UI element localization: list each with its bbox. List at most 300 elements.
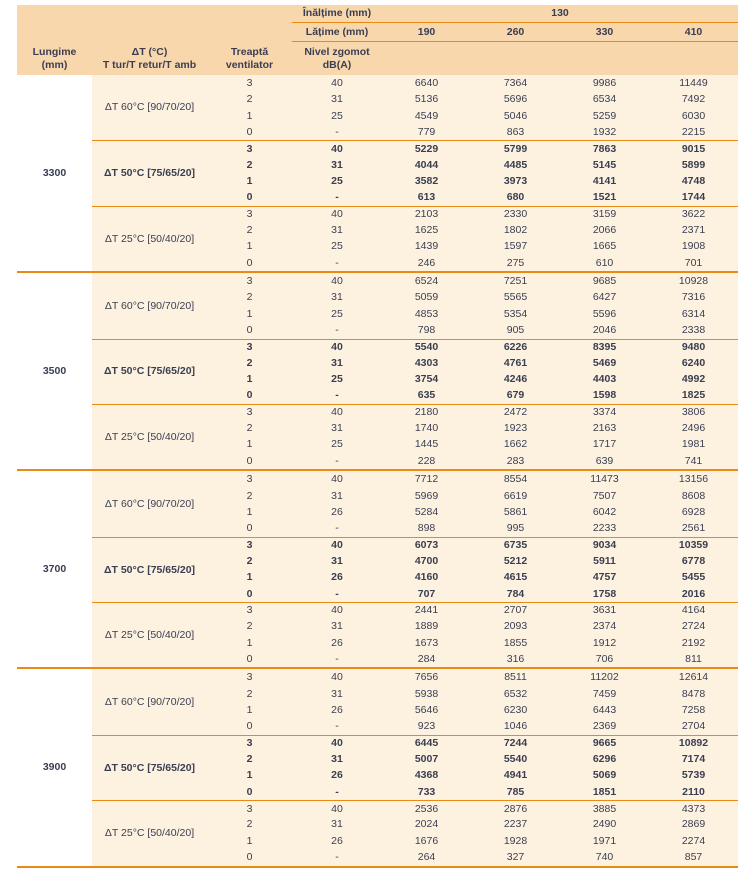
heat-output-cell: 9015 [649, 140, 738, 156]
noise-level-cell: 40 [292, 140, 382, 156]
noise-level-cell: 40 [292, 602, 382, 618]
fan-step-cell: 0 [246, 785, 253, 798]
heat-output-cell: 5696 [503, 93, 528, 106]
delta-t-label-cell: ΔT 25°C [50/40/20] [92, 206, 207, 271]
heat-output-cell: 264 [417, 851, 436, 864]
delta-t-label-cell: ΔT 50°C [75/65/20] [92, 537, 207, 602]
length-group [17, 75, 738, 271]
noise-level-cell: 40 [331, 76, 343, 89]
length-value-cell: 3500 [17, 273, 92, 469]
fan-step-cell: 3 [207, 602, 292, 618]
length-value-cell: 3900 [17, 669, 92, 865]
heat-output-cell: 1598 [592, 389, 617, 402]
fan-step-cell: 2 [246, 818, 253, 831]
width-value-410: 410 [649, 23, 738, 42]
heat-output-cell: 3631 [560, 602, 649, 618]
heat-output-cell: 4246 [503, 373, 528, 386]
heat-output-cell: 5145 [592, 158, 617, 171]
heat-output-cell: 1923 [503, 422, 528, 435]
noise-level-cell: 25 [331, 373, 343, 386]
fan-step-cell: 0 [246, 522, 253, 535]
heat-output-cell: 1908 [681, 240, 706, 253]
heat-output-cell: 5354 [503, 307, 528, 320]
heat-output-cell: 4757 [592, 571, 617, 584]
heat-output-cell: 6296 [592, 753, 617, 766]
heat-output-cell: 7251 [503, 275, 528, 288]
heat-output-cell: 5469 [592, 356, 617, 369]
fan-step-cell: 1 [246, 109, 253, 122]
fan-step-cell: 1 [246, 769, 253, 782]
heat-output-cell: 2330 [471, 206, 560, 222]
heat-output-cell: 1439 [414, 240, 439, 253]
heat-output-cell: 1971 [592, 834, 617, 847]
heat-output-cell: 779 [417, 125, 436, 138]
heat-output-cell: 5259 [592, 109, 617, 122]
heat-output-cell: 639 [595, 454, 614, 467]
height-value: 130 [382, 5, 738, 23]
fan-step-cell: 1 [246, 505, 253, 518]
heat-output-cell: 4853 [414, 307, 439, 320]
fan-step-column-header [207, 42, 292, 75]
heat-output-cell: 1744 [681, 191, 706, 204]
heat-output-cell: 7244 [471, 735, 560, 751]
noise-header-line1: Nivel zgomot [304, 45, 370, 58]
fan-step-cell: 1 [246, 240, 253, 253]
heat-output-cell: 6226 [471, 339, 560, 355]
fan-step-cell: 3 [207, 339, 292, 355]
noise-level-cell: 31 [331, 422, 343, 435]
fan-step-cell: 1 [246, 174, 253, 187]
fan-step-cell: 2 [246, 687, 253, 700]
heat-output-cell: 5799 [471, 140, 560, 156]
heat-output-cell: 1597 [503, 240, 528, 253]
heat-output-cell: 6314 [681, 307, 706, 320]
heat-output-cell: 327 [506, 851, 525, 864]
heat-output-cell: 5540 [382, 339, 471, 355]
fan-step-cell: 0 [246, 652, 253, 665]
heat-output-cell: 1046 [503, 720, 528, 733]
header-spacer-row1 [17, 5, 292, 23]
heat-output-cell: 707 [417, 587, 436, 600]
heat-output-cell: 995 [506, 522, 525, 535]
noise-level-cell: - [335, 454, 339, 467]
heat-output-cell: 8554 [503, 473, 528, 486]
length-group [17, 469, 738, 667]
heat-output-cell: 6735 [471, 537, 560, 553]
noise-level-cell: 31 [331, 158, 343, 171]
heat-output-cell: 7507 [592, 489, 617, 502]
delta-t-label-cell: ΔT 25°C [50/40/20] [92, 800, 207, 865]
heat-output-cell: 5899 [681, 158, 706, 171]
heat-output-cell: 4700 [414, 554, 439, 567]
heat-output-cell: 3754 [414, 373, 439, 386]
heat-output-cell: 613 [417, 191, 436, 204]
fan-step-cell: 1 [246, 438, 253, 451]
radiator-output-table [17, 5, 738, 868]
heat-output-cell: 1855 [503, 636, 528, 649]
heat-output-cell: 741 [684, 454, 703, 467]
delta-t-label-cell: ΔT 50°C [75/65/20] [92, 735, 207, 800]
fan-step-cell: 0 [246, 191, 253, 204]
noise-level-cell: 31 [331, 687, 343, 700]
heat-output-cell: 5739 [681, 769, 706, 782]
noise-level-cell: - [335, 785, 339, 798]
heat-output-cell: 2472 [471, 404, 560, 420]
noise-level-cell: 40 [292, 537, 382, 553]
fan-step-cell: 2 [246, 224, 253, 237]
fan-step-cell: 2 [246, 158, 253, 171]
fan-step-cell: 0 [246, 851, 253, 864]
heat-output-cell: 3374 [560, 404, 649, 420]
noise-level-cell: 40 [292, 339, 382, 355]
fan-step-cell: 0 [246, 324, 253, 337]
heat-output-cell: 11473 [590, 473, 619, 486]
heat-output-cell: 5565 [503, 291, 528, 304]
heat-output-cell: 2490 [592, 818, 617, 831]
heat-output-cell: 5540 [503, 753, 528, 766]
heat-output-cell: 7459 [592, 687, 617, 700]
heat-output-cell: 5455 [681, 571, 706, 584]
heat-output-cell: 7258 [681, 703, 706, 716]
heat-output-cell: 6230 [503, 703, 528, 716]
heat-output-cell: 5911 [593, 554, 616, 567]
heat-output-cell: 4141 [592, 174, 617, 187]
heat-output-cell: 2163 [592, 422, 617, 435]
noise-level-cell: 31 [331, 818, 343, 831]
noise-level-cell: 40 [331, 473, 343, 486]
heat-output-cell: 4403 [592, 373, 617, 386]
heat-output-cell: 2192 [681, 636, 706, 649]
heat-output-cell: 6030 [681, 109, 706, 122]
fan-step-cell: 0 [246, 256, 253, 269]
noise-level-cell: 25 [331, 109, 343, 122]
heat-output-cell: 1740 [414, 422, 439, 435]
length-group [17, 667, 738, 865]
noise-level-cell: 31 [331, 620, 343, 633]
noise-level-cell: 40 [292, 404, 382, 420]
header-spacer-row3 [382, 42, 738, 75]
heat-output-cell: 5136 [414, 93, 439, 106]
noise-level-cell: - [335, 191, 339, 204]
heat-output-cell: 6073 [382, 537, 471, 553]
noise-level-cell: - [335, 587, 339, 600]
heat-output-cell: 10928 [678, 275, 709, 288]
noise-level-cell: - [335, 256, 339, 269]
fan-step-cell: 1 [246, 373, 253, 386]
heat-output-cell: 4748 [681, 174, 706, 187]
heat-output-cell: 2496 [681, 422, 706, 435]
delta-t-header-line1: ΔT (°C) [131, 45, 168, 58]
noise-level-cell: 25 [331, 307, 343, 320]
heat-output-cell: 7364 [503, 76, 528, 89]
width-value-330: 330 [560, 23, 649, 42]
heat-output-cell: 2066 [592, 224, 617, 237]
delta-t-column-header [92, 42, 207, 75]
width-value-190: 190 [382, 23, 471, 42]
noise-level-cell: 26 [331, 505, 343, 518]
heat-output-cell: 1676 [414, 834, 439, 847]
heat-output-cell: 905 [506, 324, 525, 337]
heat-output-cell: 3973 [503, 174, 528, 187]
heat-output-cell: 5646 [414, 703, 439, 716]
heat-output-cell: 9480 [649, 339, 738, 355]
heat-output-cell: 11202 [590, 671, 619, 684]
heat-output-cell: 2237 [503, 818, 528, 831]
heat-output-cell: 2441 [382, 602, 471, 618]
heat-output-cell: 2024 [414, 818, 439, 831]
noise-level-cell: - [335, 324, 339, 337]
noise-level-cell: 40 [331, 275, 343, 288]
fan-step-cell: 2 [246, 554, 253, 567]
heat-output-cell: 2274 [681, 834, 706, 847]
fan-step-cell: 2 [246, 291, 253, 304]
heat-output-cell: 2233 [592, 522, 617, 535]
heat-output-cell: 1521 [592, 191, 617, 204]
heat-output-cell: 1717 [592, 438, 617, 451]
heat-output-cell: 2869 [681, 818, 706, 831]
length-header-line2: (mm) [41, 58, 68, 71]
heat-output-cell: 1625 [414, 224, 439, 237]
heat-output-cell: 2093 [503, 620, 528, 633]
heat-output-cell: 2046 [592, 324, 617, 337]
noise-level-cell: 31 [331, 356, 343, 369]
heat-output-cell: 4761 [503, 356, 528, 369]
noise-level-cell: 26 [331, 834, 343, 847]
heat-output-cell: 4303 [414, 356, 439, 369]
fan-step-cell: 3 [207, 206, 292, 222]
heat-output-cell: 680 [506, 191, 525, 204]
heat-output-cell: 798 [417, 324, 436, 337]
heat-output-cell: 1758 [592, 587, 617, 600]
noise-level-cell: 31 [331, 489, 343, 502]
heat-output-cell: 4615 [503, 571, 528, 584]
heat-output-cell: 923 [417, 720, 436, 733]
noise-level-cell: 40 [292, 800, 382, 816]
noise-level-cell: 31 [331, 224, 343, 237]
fan-step-header-line1: Treaptă [230, 45, 269, 58]
heat-output-cell: 12614 [678, 671, 709, 684]
heat-output-cell: 1912 [592, 636, 617, 649]
heat-output-cell: 6640 [414, 76, 439, 89]
heat-output-cell: 8395 [560, 339, 649, 355]
fan-step-cell: 2 [246, 620, 253, 633]
heat-output-cell: 811 [685, 652, 702, 665]
length-column-header [17, 42, 92, 75]
noise-level-cell: - [335, 851, 339, 864]
noise-level-cell: - [335, 720, 339, 733]
heat-output-cell: 2704 [681, 720, 706, 733]
heat-output-cell: 5969 [414, 489, 439, 502]
noise-level-cell: 25 [331, 438, 343, 451]
delta-t-label-cell: ΔT 50°C [75/65/20] [92, 339, 207, 404]
heat-output-cell: 246 [417, 256, 436, 269]
noise-level-cell: 31 [331, 93, 343, 106]
heat-output-cell: 5284 [414, 505, 439, 518]
length-header-line1: Lungime [32, 45, 77, 58]
heat-output-cell: 1825 [681, 389, 706, 402]
heat-output-cell: 4373 [649, 800, 738, 816]
fan-step-cell: 0 [246, 125, 253, 138]
heat-output-cell: 4485 [503, 158, 528, 171]
heat-output-cell: 3622 [649, 206, 738, 222]
heat-output-cell: 1665 [592, 240, 617, 253]
fan-step-cell: 3 [246, 671, 253, 684]
fan-step-header-line2: ventilator [225, 58, 274, 71]
heat-output-cell: 5861 [503, 505, 528, 518]
noise-level-cell: 31 [331, 554, 343, 567]
heat-output-cell: 706 [595, 652, 614, 665]
noise-level-cell: 26 [331, 769, 343, 782]
heat-output-cell: 679 [506, 389, 525, 402]
heat-output-cell: 2180 [382, 404, 471, 420]
fan-step-cell: 3 [207, 735, 292, 751]
delta-t-label-cell: ΔT 60°C [90/70/20] [104, 497, 195, 510]
fan-step-cell: 3 [246, 473, 253, 486]
heat-output-cell: 4368 [414, 769, 439, 782]
heat-output-cell: 11449 [679, 76, 708, 89]
heat-output-cell: 2876 [471, 800, 560, 816]
heat-output-cell: 1889 [414, 620, 439, 633]
heat-output-cell: 1802 [503, 224, 528, 237]
noise-level-cell: 26 [331, 703, 343, 716]
fan-step-cell: 0 [246, 587, 253, 600]
noise-level-cell: 31 [331, 753, 343, 766]
fan-step-cell: 2 [246, 753, 253, 766]
width-label: Lățime (mm) [292, 23, 382, 42]
heat-output-cell: 4160 [414, 571, 439, 584]
heat-output-cell: 8478 [681, 687, 706, 700]
width-value-260: 260 [471, 23, 560, 42]
heat-output-cell: 10892 [649, 735, 738, 751]
heat-output-cell: 610 [595, 256, 614, 269]
fan-step-cell: 1 [246, 636, 253, 649]
heat-output-cell: 10359 [649, 537, 738, 553]
heat-output-cell: 283 [506, 454, 525, 467]
fan-step-cell: 0 [246, 720, 253, 733]
noise-level-cell: 40 [292, 735, 382, 751]
noise-level-cell: 25 [331, 240, 343, 253]
heat-output-cell: 5938 [414, 687, 439, 700]
noise-level-cell: - [335, 389, 339, 402]
fan-step-cell: 2 [246, 422, 253, 435]
noise-level-column-header [292, 42, 382, 75]
delta-t-label-cell: ΔT 60°C [90/70/20] [104, 695, 195, 708]
noise-level-cell: 40 [292, 206, 382, 222]
heat-output-cell: 7863 [560, 140, 649, 156]
heat-output-cell: 6778 [681, 554, 706, 567]
fan-step-cell: 1 [246, 571, 253, 584]
heat-output-cell: 6524 [414, 275, 439, 288]
heat-output-cell: 857 [684, 851, 703, 864]
heat-output-cell: 1928 [503, 834, 528, 847]
fan-step-cell: 0 [246, 454, 253, 467]
heat-output-cell: 9986 [592, 76, 617, 89]
heat-output-cell: 7656 [414, 671, 439, 684]
delta-t-label-cell: ΔT 60°C [90/70/20] [104, 299, 195, 312]
noise-level-cell: 31 [331, 291, 343, 304]
noise-header-line2: dB(A) [322, 58, 352, 71]
heat-output-cell: 6534 [592, 93, 617, 106]
heat-output-cell: 5596 [592, 307, 617, 320]
length-group [17, 271, 738, 469]
heat-output-cell: 2724 [681, 620, 706, 633]
heat-output-cell: 9685 [592, 275, 617, 288]
heat-output-cell: 4992 [681, 373, 706, 386]
heat-output-cell: 6532 [503, 687, 528, 700]
heat-output-cell: 2103 [382, 206, 471, 222]
heat-output-cell: 2369 [592, 720, 617, 733]
heat-output-cell: 9665 [560, 735, 649, 751]
fan-step-cell: 2 [246, 489, 253, 502]
heat-output-cell: 6443 [592, 703, 617, 716]
heat-output-cell: 13156 [678, 473, 709, 486]
heat-output-cell: 1851 [592, 785, 617, 798]
noise-level-cell: - [335, 522, 339, 535]
delta-t-label-cell: ΔT 25°C [50/40/20] [92, 404, 207, 469]
heat-output-cell: 275 [506, 256, 525, 269]
heat-output-cell: 6042 [592, 505, 617, 518]
delta-t-label-cell: ΔT 60°C [90/70/20] [104, 101, 195, 114]
heat-output-cell: 4044 [414, 158, 439, 171]
heat-output-cell: 1673 [414, 636, 439, 649]
fan-step-cell: 3 [207, 537, 292, 553]
heat-output-cell: 3806 [649, 404, 738, 420]
heat-output-cell: 5059 [414, 291, 439, 304]
heat-output-cell: 635 [417, 389, 436, 402]
table-header [17, 5, 738, 75]
heat-output-cell: 1445 [414, 438, 439, 451]
fan-step-cell: 3 [207, 404, 292, 420]
heat-output-cell: 7174 [681, 753, 706, 766]
noise-level-cell: 26 [331, 571, 343, 584]
heat-output-cell: 2707 [471, 602, 560, 618]
heat-output-cell: 2536 [382, 800, 471, 816]
heat-output-cell: 784 [506, 587, 525, 600]
heat-output-cell: 2215 [681, 125, 706, 138]
heat-output-cell: 5046 [503, 109, 528, 122]
heat-output-cell: 6619 [503, 489, 528, 502]
heat-output-cell: 4549 [414, 109, 439, 122]
fan-step-cell: 3 [207, 140, 292, 156]
fan-step-cell: 2 [246, 93, 253, 106]
heat-output-cell: 2338 [681, 324, 706, 337]
length-value-cell: 3300 [17, 75, 92, 271]
fan-step-cell: 2 [246, 356, 253, 369]
heat-output-cell: 6240 [681, 356, 706, 369]
fan-step-cell: 0 [246, 389, 253, 402]
heat-output-cell: 863 [506, 125, 525, 138]
heat-output-cell: 4164 [649, 602, 738, 618]
heat-output-cell: 1662 [503, 438, 528, 451]
heat-output-cell: 2374 [592, 620, 617, 633]
heat-output-cell: 1932 [592, 125, 617, 138]
heat-output-cell: 2561 [681, 522, 706, 535]
fan-step-cell: 3 [207, 800, 292, 816]
noise-level-cell: 26 [331, 636, 343, 649]
heat-output-cell: 701 [684, 256, 703, 269]
heat-output-cell: 284 [417, 652, 436, 665]
heat-output-cell: 5229 [382, 140, 471, 156]
heat-output-cell: 785 [506, 785, 525, 798]
noise-level-cell: 25 [331, 174, 343, 187]
heat-output-cell: 9034 [560, 537, 649, 553]
heat-output-cell: 2016 [681, 587, 706, 600]
fan-step-cell: 3 [246, 275, 253, 288]
heat-output-cell: 5007 [414, 753, 439, 766]
fan-step-cell: 1 [246, 307, 253, 320]
heat-output-cell: 5069 [592, 769, 617, 782]
heat-output-cell: 8511 [504, 671, 527, 684]
